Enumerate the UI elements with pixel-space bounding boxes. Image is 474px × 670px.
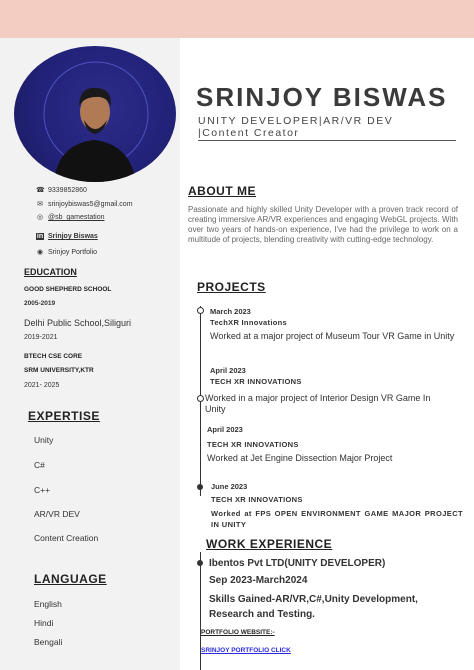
- timeline-dot: [197, 307, 204, 314]
- project-company: TECH XR INNOVATIONS: [210, 377, 302, 386]
- education-years: 2005-2019: [24, 300, 56, 307]
- timeline-dot: [197, 560, 203, 566]
- skill-item: Content Creation: [34, 533, 99, 543]
- contact-linkedin[interactable]: in Srinjoy Biswas: [36, 233, 98, 240]
- instagram-icon: ◎: [36, 214, 44, 221]
- project-date: June 2023: [211, 482, 248, 491]
- project-company: TECH XR INNOVATIONS: [207, 440, 299, 449]
- contact-phone: ☎ 9339852860: [36, 187, 87, 194]
- language-item: Hindi: [34, 618, 54, 628]
- language-heading: LANGUAGE: [34, 572, 107, 586]
- projects-heading: PROJECTS: [197, 280, 266, 294]
- name-underline: [198, 140, 456, 141]
- project-date: April 2023: [207, 425, 243, 434]
- contact-instagram[interactable]: ◎ @sb_gamestation: [36, 214, 105, 221]
- project-description: Worked at Jet Engine Dissection Major Project: [207, 453, 393, 463]
- work-skills: Skills Gained-AR/VR,C#,Unity Development, Research and Testing.: [209, 594, 418, 620]
- linkedin-icon: in: [36, 233, 44, 240]
- work-heading: WORK EXPERIENCE: [206, 537, 333, 551]
- phone-icon: ☎: [36, 187, 45, 194]
- project-description: Worked in a major project of Interior Design VR Game In Unity: [205, 393, 431, 414]
- project-description: Worked at a major project of Museum Tour VR Game in Unity: [210, 331, 455, 341]
- expertise-heading: EXPERTISE: [28, 409, 100, 423]
- about-heading: ABOUT ME: [188, 184, 256, 198]
- portfolio-website-label: PORTFOLIO WEBSITE:-: [201, 629, 275, 636]
- work-period: Sep 2023-March2024: [209, 575, 308, 586]
- contact-portfolio[interactable]: ◉ Srinjoy Portfolio: [36, 249, 98, 256]
- timeline-dot: [197, 484, 203, 490]
- candidate-name: SRINJOY BISWAS: [196, 82, 448, 112]
- project-company: TECH XR INNOVATIONS: [211, 495, 303, 504]
- portfolio-link[interactable]: SRINJOY PORTFOLIO CLICK: [201, 647, 291, 654]
- education-degree: BTECH CSE CORE: [24, 353, 83, 360]
- language-item: English: [34, 599, 62, 609]
- language-item: Bengali: [34, 637, 63, 647]
- education-years: 2019-2021: [24, 334, 58, 341]
- skill-item: Unity: [34, 435, 54, 445]
- email-icon: ✉: [37, 201, 43, 208]
- project-date: March 2023: [210, 307, 251, 316]
- education-heading: EDUCATION: [24, 267, 77, 277]
- role-title: UNITY DEVELOPER|AR/VR DEV |Content Creator: [198, 115, 394, 139]
- globe-icon: ◉: [36, 249, 44, 256]
- project-description: Worked at FPS OPEN ENVIRONMENT GAME MAJOR PROJECT IN UNITY: [211, 509, 463, 529]
- about-text: Passionate and highly skilled Unity Developer with a proven track record of creating immersive AR/VR experiences and engaging WebGL projects. With over two years of hands-on experience, I've had the privilege to work on a multitude of projects, blending creativity with cutting-edge technology.: [188, 205, 458, 244]
- education-years: 2021- 2025: [24, 382, 60, 389]
- skill-item: C#: [34, 460, 45, 470]
- education-school: GOOD SHEPHERD SCHOOL: [24, 286, 112, 293]
- project-date: April 2023: [210, 366, 246, 375]
- contact-email[interactable]: ✉ srinjoybiswas5@gmail.com: [37, 201, 133, 208]
- profile-photo: [14, 46, 176, 182]
- work-company: Ibentos Pvt LTD(UNITY DEVELOPER): [209, 558, 386, 569]
- education-school: Delhi Public School,Siliguri: [24, 318, 132, 328]
- timeline-dot: [197, 395, 204, 402]
- person-icon: [14, 46, 176, 182]
- top-band: [0, 0, 474, 38]
- project-company: TechXR Innovations: [210, 318, 287, 327]
- skill-item: C++: [34, 485, 51, 495]
- education-university: SRM UNIVERSITY,KTR: [24, 367, 94, 374]
- skill-item: AR/VR DEV: [34, 509, 80, 519]
